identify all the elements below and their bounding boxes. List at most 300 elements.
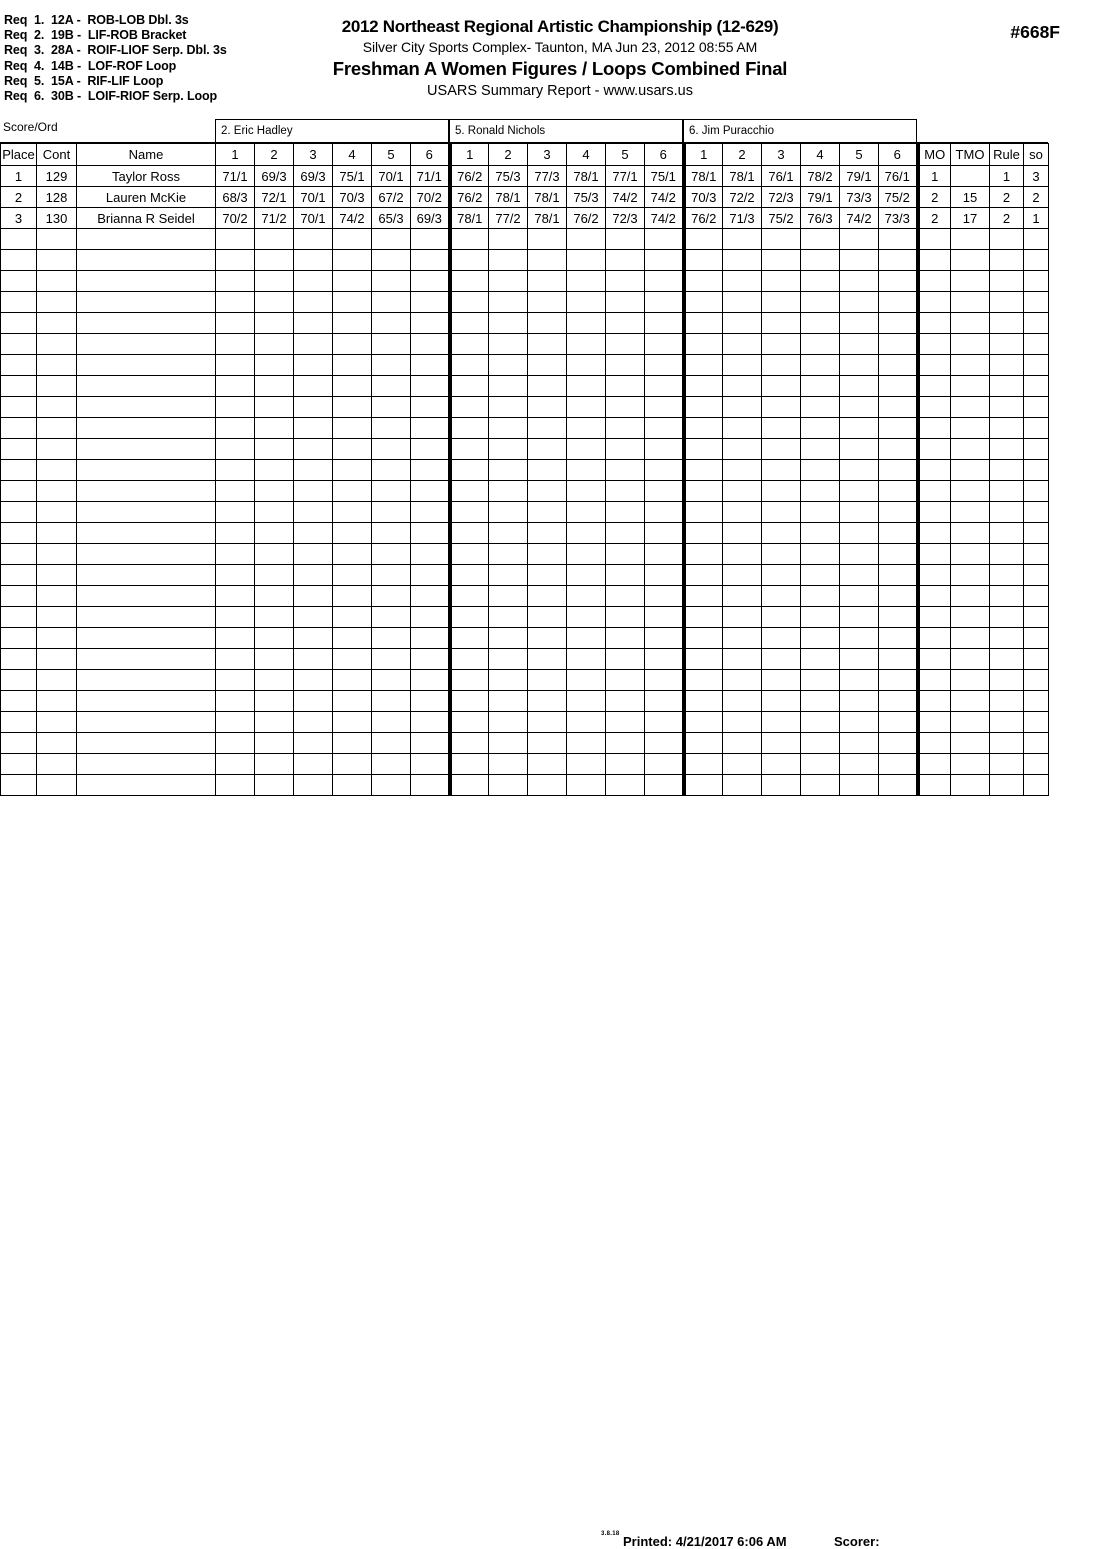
cell-empty [1,313,37,334]
cell-judge3-figure-6: 76/1 [879,166,918,187]
cell-empty [723,292,762,313]
column-header-judge1-figure-3: 3 [294,144,333,166]
cell-empty [450,376,489,397]
cell-empty [840,271,879,292]
cell-empty [77,544,216,565]
cell-mo: 2 [918,208,951,229]
cell-empty [489,502,528,523]
table-row[interactable] [1,208,1049,229]
cell-empty [1024,460,1049,481]
column-header-judge2-figure-6: 6 [645,144,684,166]
cell-empty [372,334,411,355]
cell-empty [37,376,77,397]
cell-empty [489,586,528,607]
cell-empty [684,586,723,607]
cell-empty [489,439,528,460]
cell-empty [1024,691,1049,712]
cell-empty [411,313,450,334]
cell-empty [840,544,879,565]
cell-empty [1024,334,1049,355]
cell-empty [762,376,801,397]
cell-judge1-figure-5: 65/3 [372,208,411,229]
table-row-empty[interactable] [1,271,1049,292]
table-row-empty[interactable] [1,229,1049,250]
cell-empty [990,250,1024,271]
table-row-empty[interactable] [1,607,1049,628]
cell-empty [1,250,37,271]
table-row-empty[interactable] [1,376,1049,397]
cell-empty [684,691,723,712]
cell-empty [840,439,879,460]
cell-empty [840,502,879,523]
cell-empty [645,418,684,439]
cell-mo: 1 [918,166,951,187]
cell-empty [77,691,216,712]
cell-empty [528,649,567,670]
cell-empty [255,271,294,292]
cell-empty [333,607,372,628]
cell-empty [801,565,840,586]
cell-empty [333,376,372,397]
cell-empty [723,397,762,418]
cell-empty [411,229,450,250]
cell-empty [333,670,372,691]
score-table [0,143,1049,796]
cell-empty [255,628,294,649]
table-row-empty[interactable] [1,712,1049,733]
cell-empty [840,607,879,628]
cell-empty [450,628,489,649]
table-row-empty[interactable] [1,313,1049,334]
cell-empty [840,376,879,397]
table-row-empty[interactable] [1,334,1049,355]
cell-empty [762,628,801,649]
cell-empty [606,376,645,397]
table-row-empty[interactable] [1,691,1049,712]
cell-empty [255,229,294,250]
cell-empty [37,355,77,376]
cell-empty [879,355,918,376]
cell-judge2-figure-5: 77/1 [606,166,645,187]
cell-empty [684,439,723,460]
cell-empty [918,712,951,733]
cell-empty [1024,523,1049,544]
cell-empty [37,271,77,292]
cell-empty [294,439,333,460]
cell-empty [951,481,990,502]
cell-empty [216,439,255,460]
cell-empty [801,544,840,565]
cell-empty [294,334,333,355]
cell-empty [879,481,918,502]
cell-empty [294,481,333,502]
cell-empty [1024,313,1049,334]
cell-empty [723,691,762,712]
cell-empty [840,460,879,481]
cell-empty [489,628,528,649]
cell-empty [411,502,450,523]
cell-empty [489,733,528,754]
table-row-empty[interactable] [1,460,1049,481]
cell-empty [255,250,294,271]
table-row-empty[interactable] [1,355,1049,376]
cell-empty [567,565,606,586]
column-header-tmo: TMO [951,144,990,166]
cell-empty [77,712,216,733]
cell-empty [840,586,879,607]
cell-empty [255,607,294,628]
cell-empty [37,607,77,628]
cell-empty [372,649,411,670]
table-row[interactable] [1,166,1049,187]
cell-judge1-figure-1: 70/2 [216,208,255,229]
cell-judge2-figure-3: 77/3 [528,166,567,187]
cell-judge3-figure-2: 72/2 [723,187,762,208]
cell-empty [255,418,294,439]
cell-empty [951,229,990,250]
cell-empty [294,733,333,754]
cell-empty [216,376,255,397]
cell-empty [951,460,990,481]
cell-tmo [951,166,990,187]
cell-empty [294,712,333,733]
requirement-line: Req 1. 12A - ROB-LOB Dbl. 3s [4,13,189,27]
column-header-name: Name [77,144,216,166]
cell-empty [1,586,37,607]
cell-empty [684,250,723,271]
cell-empty [255,565,294,586]
cell-judge1-figure-4: 70/3 [333,187,372,208]
cell-empty [450,229,489,250]
cell-empty [37,670,77,691]
cell-empty [762,607,801,628]
cell-empty [411,712,450,733]
cell-empty [1024,481,1049,502]
table-row-empty[interactable] [1,586,1049,607]
cell-empty [684,628,723,649]
cell-empty [450,397,489,418]
cell-empty [990,691,1024,712]
cell-empty [450,418,489,439]
cell-empty [77,418,216,439]
cell-empty [606,502,645,523]
cell-empty [990,523,1024,544]
column-header-cont: Cont [37,144,77,166]
cell-empty [294,649,333,670]
cell-empty [450,733,489,754]
cell-empty [333,292,372,313]
cell-empty [990,712,1024,733]
cell-empty [645,271,684,292]
cell-empty [918,523,951,544]
cell-empty [801,355,840,376]
cell-empty [450,523,489,544]
cell-empty [645,586,684,607]
table-row-empty[interactable] [1,418,1049,439]
cell-empty [990,334,1024,355]
cell-empty [645,649,684,670]
cell-empty [567,376,606,397]
cell-empty [567,649,606,670]
cell-empty [606,523,645,544]
cell-judge3-figure-4: 78/2 [801,166,840,187]
column-header-judge3-figure-4: 4 [801,144,840,166]
column-header-judge1-figure-1: 1 [216,144,255,166]
cell-empty [918,418,951,439]
cell-empty [567,271,606,292]
cell-empty [77,670,216,691]
report-source: USARS Summary Report - www.usars.us [427,83,693,99]
cell-empty [255,439,294,460]
cell-judge2-figure-4: 75/3 [567,187,606,208]
cell-empty [333,712,372,733]
table-row-empty[interactable] [1,250,1049,271]
cell-empty [879,502,918,523]
cell-empty [77,481,216,502]
table-row-empty[interactable] [1,670,1049,691]
cell-empty [450,250,489,271]
column-header-judge1-figure-6: 6 [411,144,450,166]
cell-empty [723,271,762,292]
cell-empty [801,481,840,502]
cell-empty [990,607,1024,628]
cell-empty [918,250,951,271]
cell-empty [951,397,990,418]
cell-empty [372,586,411,607]
table-row-empty[interactable] [1,544,1049,565]
cell-empty [879,712,918,733]
table-row-empty[interactable] [1,292,1049,313]
cell-empty [723,229,762,250]
cell-empty [879,565,918,586]
cell-empty [216,670,255,691]
cell-empty [684,670,723,691]
cell-empty [77,292,216,313]
column-header-judge1-figure-5: 5 [372,144,411,166]
cell-empty [879,418,918,439]
cell-judge3-figure-1: 78/1 [684,166,723,187]
cell-empty [489,460,528,481]
cell-empty [990,376,1024,397]
cell-empty [951,649,990,670]
cell-empty [489,292,528,313]
cell-empty [450,271,489,292]
column-header-judge2-figure-5: 5 [606,144,645,166]
cell-empty [951,586,990,607]
cell-empty [606,313,645,334]
cell-empty [216,334,255,355]
cell-judge3-figure-5: 74/2 [840,208,879,229]
cell-empty [801,586,840,607]
cell-empty [333,502,372,523]
cell-empty [645,481,684,502]
cell-empty [840,670,879,691]
cell-empty [37,292,77,313]
cell-empty [762,733,801,754]
cell-empty [990,628,1024,649]
table-row-empty[interactable] [1,649,1049,670]
cell-empty [606,355,645,376]
cell-empty [801,712,840,733]
cell-empty [450,649,489,670]
cell-empty [645,313,684,334]
cell-empty [528,250,567,271]
cell-empty [567,670,606,691]
judge-group-header-1: 2. Eric Hadley [215,119,449,143]
table-row-empty[interactable] [1,733,1049,754]
cell-empty [567,397,606,418]
cell-empty [567,628,606,649]
cell-judge3-figure-4: 79/1 [801,187,840,208]
cell-empty [1,565,37,586]
cell-empty [606,712,645,733]
cell-judge3-figure-2: 71/3 [723,208,762,229]
table-row-empty[interactable] [1,565,1049,586]
cell-empty [879,544,918,565]
cell-empty [450,565,489,586]
cell-empty [255,397,294,418]
cell-empty [684,733,723,754]
cell-empty [77,355,216,376]
cell-empty [723,649,762,670]
report-title-block [230,16,890,102]
cell-empty [567,481,606,502]
cell-empty [990,544,1024,565]
cell-empty [528,397,567,418]
table-row-empty[interactable] [1,397,1049,418]
cell-empty [567,712,606,733]
cell-empty [372,481,411,502]
cell-empty [762,586,801,607]
cell-empty [372,733,411,754]
cell-empty [684,271,723,292]
cell-empty [840,691,879,712]
cell-empty [333,439,372,460]
cell-empty [951,544,990,565]
cell-empty [216,691,255,712]
cell-empty [411,544,450,565]
cell-empty [1,229,37,250]
cell-empty [684,229,723,250]
cell-empty [528,313,567,334]
requirement-line: Req 4. 14B - LOF-ROF Loop [4,58,177,73]
cell-empty [1,376,37,397]
cell-empty [528,502,567,523]
cell-empty [918,229,951,250]
cell-empty [372,292,411,313]
cell-empty [77,523,216,544]
cell-empty [489,649,528,670]
cell-empty [294,460,333,481]
table-row-empty[interactable] [1,628,1049,649]
cell-empty [684,418,723,439]
cell-empty [37,565,77,586]
table-row[interactable] [1,187,1049,208]
cell-empty [255,649,294,670]
cell-empty [450,481,489,502]
cell-empty [918,691,951,712]
cell-empty [645,733,684,754]
cell-empty [606,607,645,628]
cell-empty [37,250,77,271]
cell-empty [801,229,840,250]
cell-empty [333,460,372,481]
cell-empty [645,502,684,523]
cell-empty [879,628,918,649]
cell-empty [990,313,1024,334]
cell-empty [684,292,723,313]
cell-judge2-figure-1: 76/2 [450,187,489,208]
column-header-judge3-figure-5: 5 [840,144,879,166]
cell-empty [372,544,411,565]
table-row-empty[interactable] [1,523,1049,544]
cell-empty [918,376,951,397]
cell-empty [762,565,801,586]
cell-empty [645,292,684,313]
cell-empty [840,712,879,733]
table-row-empty[interactable] [1,481,1049,502]
cell-so: 2 [1024,187,1049,208]
cell-empty [840,565,879,586]
cell-empty [372,523,411,544]
cell-empty [489,418,528,439]
cell-rule: 2 [990,187,1024,208]
cell-empty [645,250,684,271]
cell-empty [606,691,645,712]
cell-empty [918,271,951,292]
cell-empty [294,313,333,334]
cell-empty [333,481,372,502]
cell-empty [567,229,606,250]
cell-empty [1,460,37,481]
cell-empty [801,313,840,334]
table-row-empty[interactable] [1,439,1049,460]
cell-empty [489,481,528,502]
cell-empty [801,649,840,670]
cell-empty [684,502,723,523]
cell-empty [255,733,294,754]
cell-empty [990,397,1024,418]
cell-empty [879,607,918,628]
cell-empty [801,628,840,649]
cell-empty [684,460,723,481]
software-version: 3.8.18 [601,1531,620,1537]
cell-contestant-number: 130 [37,208,77,229]
table-row-empty[interactable] [1,502,1049,523]
cell-empty [684,334,723,355]
cell-judge1-figure-3: 70/1 [294,208,333,229]
cell-empty [567,250,606,271]
cell-empty [879,670,918,691]
event-title: 2012 Northeast Regional Artistic Championship (12-629) [341,17,779,36]
cell-empty [77,733,216,754]
cell-rule: 2 [990,208,1024,229]
cell-empty [723,481,762,502]
cell-empty [1024,229,1049,250]
cell-empty [1,334,37,355]
cell-empty [951,502,990,523]
cell-empty [1,271,37,292]
cell-empty [762,691,801,712]
cell-judge3-figure-5: 79/1 [840,166,879,187]
cell-empty [216,481,255,502]
division-title: Freshman A Women Figures / Loops Combined Final [332,58,788,79]
cell-empty [951,565,990,586]
cell-judge2-figure-3: 78/1 [528,208,567,229]
cell-judge2-figure-1: 76/2 [450,166,489,187]
cell-empty [951,334,990,355]
cell-empty [762,502,801,523]
